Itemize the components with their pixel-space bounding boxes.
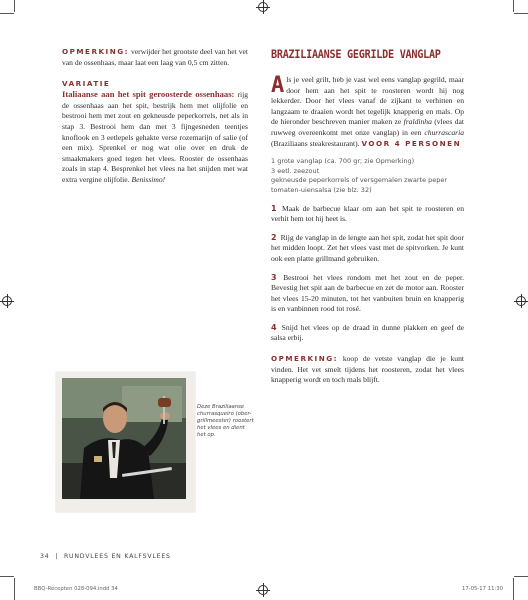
intro-paragraph bbox=[271, 75, 464, 149]
step-number: 1 bbox=[271, 203, 277, 213]
slug-date: 17-05-17 11:30 bbox=[462, 586, 503, 592]
ingredient-item: gekneusde peperkorrels of versgemalen zwarte peper bbox=[271, 176, 448, 185]
registration-mark-bottom bbox=[258, 585, 268, 595]
variatie-title: Italiaanse aan het spit geroosterde ossenhaas: bbox=[62, 89, 235, 100]
step-4 bbox=[271, 323, 464, 344]
step-text: Rijg de vanglap in de lengte aan het spit, zodat het spit door het midden loopt. Zet het vlees vast met de spitvorken. Je kunt ook een platte grillmand gebruiken. bbox=[271, 232, 464, 263]
ingredient-item: tomaten-uiensalsa (zie blz. 32) bbox=[271, 185, 372, 194]
step-text: Maak de barbecue klaar om aan het spit te roosteren en verhit hem tot hij heet is. bbox=[271, 203, 464, 224]
intro-text-1: ls je veel grilt, heb je vast wel eens vanglap gegrild, maar door hem aan het spit te roosteren wordt hij nog lekkerder. Door het vlees vanaf de zijkant te verhitten en langzaam te draaien wordt het tegelijk knapperig en mals. Op de hieronder beschreven manier maken ze bbox=[271, 75, 464, 127]
variatie-end: Benissimo! bbox=[131, 174, 166, 184]
crop-mark bbox=[14, 0, 15, 12]
slug-file-name: BBQ-Recepten 028-094.indd 34 bbox=[34, 586, 118, 592]
page-number: 34 bbox=[40, 553, 50, 560]
registration-mark-right bbox=[516, 296, 526, 306]
step-number: 4 bbox=[271, 322, 277, 332]
servings-label: VOOR 4 PERSONEN bbox=[361, 138, 462, 148]
step-number: 2 bbox=[271, 232, 277, 242]
footer-separator: | bbox=[55, 553, 59, 560]
step-text: Snijd het vlees op de draad in dunne plakken en geef de salsa erbij. bbox=[271, 322, 465, 343]
variatie-paragraph bbox=[62, 89, 248, 185]
crop-mark bbox=[513, 0, 514, 12]
chef-illustration bbox=[62, 378, 186, 499]
photo-caption: Deze Braziliaanse churrasqueiro (ober-grillmeester) roostert het vlees en dient het op. bbox=[197, 404, 254, 438]
page-footer bbox=[40, 553, 171, 560]
left-column bbox=[62, 47, 248, 186]
drop-cap: A bbox=[271, 73, 285, 98]
chef-photo bbox=[62, 378, 186, 499]
intro-text-2: (vlees dat ruwweg overeenkomt met onze vanglap) in een bbox=[271, 117, 464, 137]
intro-italic-2: churrascaria bbox=[424, 127, 464, 137]
opmerking-text: verwijder het grootste deel van het vet van de ossenhaas, maar laat een laag van 0,5 cm zitten. bbox=[62, 47, 248, 67]
intro-text-3: (Braziliaans steakrestaurant). bbox=[271, 138, 360, 148]
crop-mark bbox=[14, 578, 15, 600]
ingredient-item: 3 eetl. zeezout bbox=[271, 166, 320, 175]
registration-mark-top bbox=[258, 2, 268, 12]
crop-mark bbox=[0, 13, 14, 14]
opmerking-paragraph bbox=[62, 47, 248, 68]
ingredient-item: 1 grote vanglap (ca. 700 gr; zie Opmerking) bbox=[271, 157, 415, 166]
step-number: 3 bbox=[271, 272, 277, 282]
step-2 bbox=[271, 233, 464, 265]
crop-mark bbox=[514, 13, 528, 14]
section-name: RUNDVLEES EN KALFSVLEES bbox=[63, 553, 171, 560]
ingredient-list bbox=[271, 157, 464, 195]
crop-mark bbox=[0, 576, 14, 577]
right-opmerking-label: OPMERKING: bbox=[271, 354, 339, 364]
crop-mark bbox=[514, 576, 528, 577]
step-text: Bestrooi het vlees rondom met het zout en de peper. Bevestig het spit aan de barbecue en zet de motor aan. Rooster het vlees 15-20 minuten, tot het vanbuiten bruin en knapperig is en vanbinnen rood tot rosé. bbox=[271, 272, 464, 314]
right-opmerking-text: koop de vetste vanglap die je kunt vinden. Het vet smelt tijdens het roosteren, zodat het vlees knapperig wordt en toch mals blijft. bbox=[271, 354, 464, 385]
crop-mark bbox=[513, 578, 514, 600]
step-3 bbox=[271, 273, 464, 315]
right-opmerking-paragraph bbox=[271, 354, 464, 386]
variatie-text: rijg de ossenhaas aan het spit, bestrijk hem met olijfolie en bestrooi hem met zout en gekneusde peperkorrels, net als in stap 3. Bestrooi hem dan met 3 fijngesneden teentjes knoflook en 3 eetlepels gehakte verse rozemarijn of salie (of een mix). Sprenkel er nog wat olie over en druk de smaakmakers goed tegen het vlees. Rooster de ossenhaas zoals in stap 4. Besprenkel het vlees na het snijden met wat extra vergine olijfolie. bbox=[62, 90, 248, 184]
variatie-label: VARIATIE bbox=[62, 79, 111, 89]
intro-italic-1: fraldinha bbox=[403, 117, 432, 127]
opmerking-label: OPMERKING: bbox=[62, 47, 130, 56]
right-column bbox=[271, 47, 464, 386]
registration-mark-left bbox=[2, 296, 12, 306]
recipe-title: BRAZILIAANSE GEGRILDE VANGLAP bbox=[271, 47, 441, 61]
step-1 bbox=[271, 204, 464, 225]
